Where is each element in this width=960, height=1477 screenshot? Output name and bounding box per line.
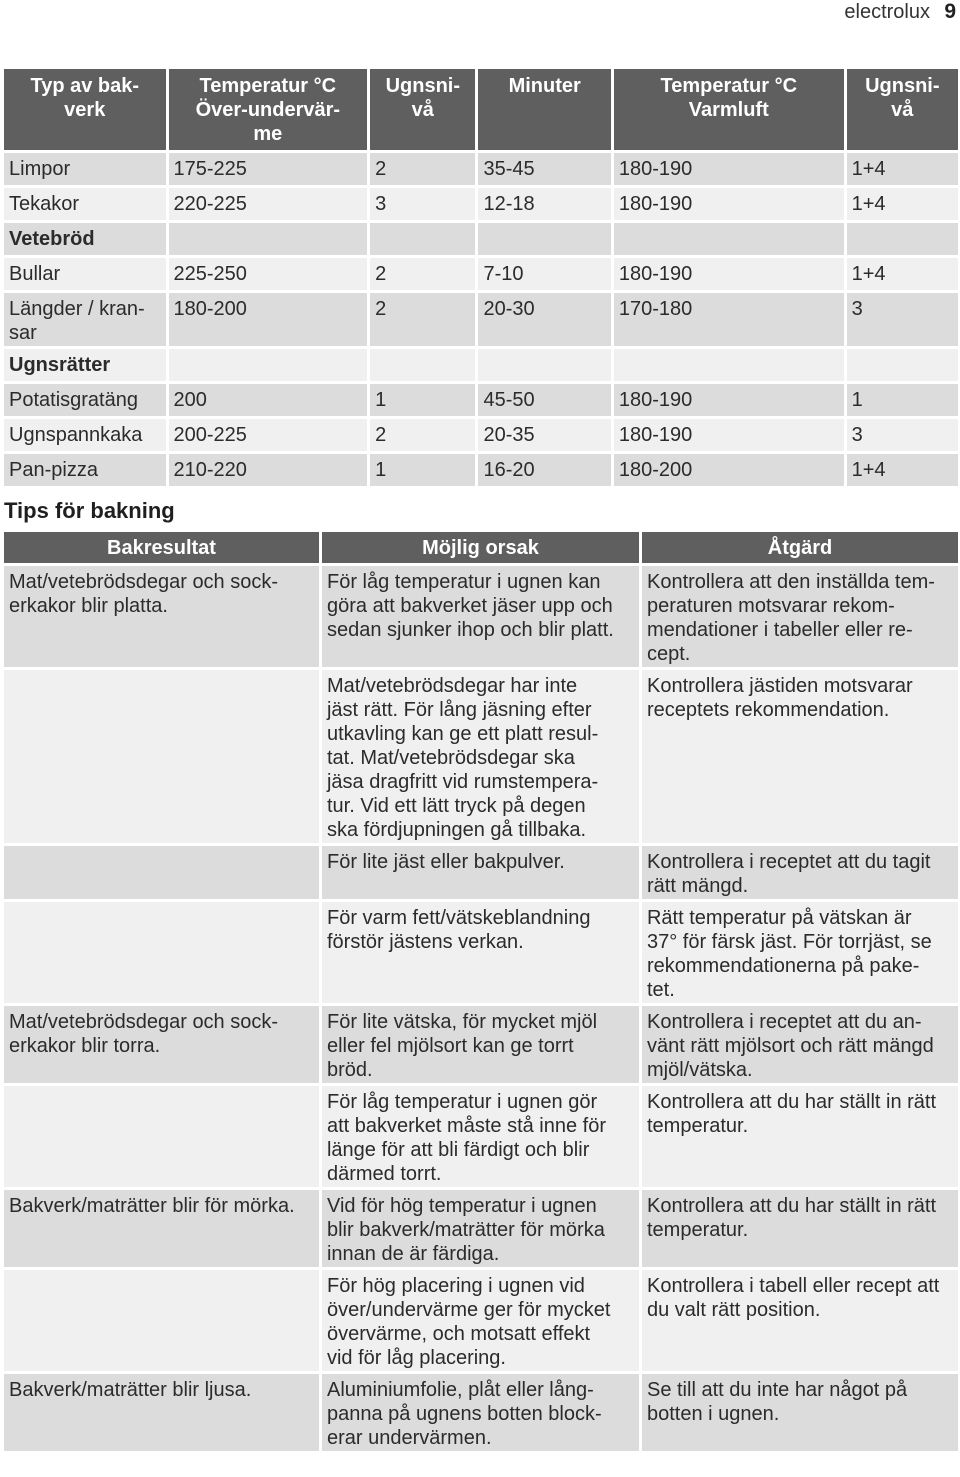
cell-result	[4, 902, 319, 1003]
cell-level-fan	[847, 349, 958, 381]
cell-level-conventional: 2	[370, 419, 475, 451]
cell-cause: För lite vätska, för mycket mjöl eller fel mjölsort kan ge torrt bröd.	[322, 1006, 639, 1083]
section-row	[4, 349, 958, 381]
table-row	[4, 454, 958, 486]
cell-level-conventional	[370, 223, 475, 255]
baking-table-header	[4, 69, 958, 150]
cell-level-fan: 3	[847, 419, 958, 451]
cell-action: Kontrollera att den inställda tem- peraturen motsvarar rekom- mendationer i tabeller eller re- cept.	[642, 566, 958, 667]
cell-level-conventional: 2	[370, 153, 475, 185]
cell-result	[4, 846, 319, 899]
cell-temp-fan: 170-180	[614, 293, 844, 346]
cell-type: Ugnsrätter	[4, 349, 166, 381]
cell-level-fan: 1+4	[847, 153, 958, 185]
cell-result: Bakverk/maträtter blir ljusa.	[4, 1374, 319, 1451]
col-header-level-conventional: Ugnsni- vå	[370, 69, 475, 150]
table-row	[4, 293, 958, 346]
cell-action: Kontrollera jästiden motsvarar receptets rekommendation.	[642, 670, 958, 843]
cell-action: Kontrollera i receptet att du an- vänt rätt mjölsort och rätt mängd mjöl/vätska.	[642, 1006, 958, 1083]
col-header-action: Åtgärd	[642, 532, 958, 563]
cell-type: Potatisgratäng	[4, 384, 166, 416]
cell-minutes: 20-30	[478, 293, 610, 346]
cell-level-conventional: 1	[370, 454, 475, 486]
table-row	[4, 1374, 958, 1451]
col-header-level-fan: Ugnsni- vå	[847, 69, 958, 150]
cell-level-fan: 1+4	[847, 258, 958, 290]
cell-action: Kontrollera i receptet att du tagit rätt mängd.	[642, 846, 958, 899]
cell-minutes: 35-45	[478, 153, 610, 185]
col-header-temp-fan: Temperatur °C Varmluft	[614, 69, 844, 150]
cell-temp-conventional: 200-225	[169, 419, 368, 451]
table-row	[4, 846, 958, 899]
cell-result	[4, 1086, 319, 1187]
cell-temp-fan: 180-190	[614, 419, 844, 451]
table-row	[4, 1190, 958, 1267]
cell-minutes	[478, 349, 610, 381]
table-row	[4, 1006, 958, 1083]
col-header-type: Typ av bak- verk	[4, 69, 166, 150]
cell-action: Kontrollera i tabell eller recept att du valt rätt position.	[642, 1270, 958, 1371]
col-header-result: Bakresultat	[4, 532, 319, 563]
cell-cause: För låg temperatur i ugnen gör att bakverket måste stå inne för länge för att bli färdigt och blir därmed torrt.	[322, 1086, 639, 1187]
table-row	[4, 188, 958, 220]
cell-type: Tekakor	[4, 188, 166, 220]
cell-cause: Vid för hög temperatur i ugnen blir bakverk/maträtter för mörka innan de är färdiga.	[322, 1190, 639, 1267]
cell-temp-fan: 180-200	[614, 454, 844, 486]
brand-name: electrolux	[844, 1, 930, 23]
cell-level-fan: 1+4	[847, 454, 958, 486]
cell-cause: För lite jäst eller bakpulver.	[322, 846, 639, 899]
table-row	[4, 153, 958, 185]
cell-temp-conventional	[169, 349, 368, 381]
cell-minutes	[478, 223, 610, 255]
cell-level-fan: 1+4	[847, 188, 958, 220]
table-row	[4, 419, 958, 451]
col-header-minutes: Minuter	[478, 69, 610, 150]
cell-temp-fan	[614, 223, 844, 255]
cell-result	[4, 670, 319, 843]
table-row	[4, 670, 958, 843]
tips-table-header	[4, 532, 958, 563]
cell-temp-fan: 180-190	[614, 153, 844, 185]
cell-minutes: 45-50	[478, 384, 610, 416]
cell-temp-fan: 180-190	[614, 384, 844, 416]
table-row	[4, 1086, 958, 1187]
col-header-cause: Möjlig orsak	[322, 532, 639, 563]
col-header-temp-conventional: Temperatur °C Över-undervär- me	[169, 69, 368, 150]
cell-cause: För varm fett/vätskeblandning förstör jästens verkan.	[322, 902, 639, 1003]
cell-result	[4, 1270, 319, 1371]
cell-level-conventional: 3	[370, 188, 475, 220]
table-row	[4, 902, 958, 1003]
cell-type: Bullar	[4, 258, 166, 290]
cell-minutes: 16-20	[478, 454, 610, 486]
cell-temp-fan: 180-190	[614, 188, 844, 220]
cell-action: Kontrollera att du har ställt in rätt temperatur.	[642, 1086, 958, 1187]
cell-level-fan: 1	[847, 384, 958, 416]
page-number: 9	[944, 0, 956, 23]
cell-level-fan: 3	[847, 293, 958, 346]
page-header	[0, 0, 960, 30]
cell-temp-fan: 180-190	[614, 258, 844, 290]
cell-cause: Aluminiumfolie, plåt eller lång- panna på ugnens botten block- erar undervärmen.	[322, 1374, 639, 1451]
cell-level-conventional: 2	[370, 293, 475, 346]
cell-level-fan	[847, 223, 958, 255]
cell-level-conventional	[370, 349, 475, 381]
section-row	[4, 223, 958, 255]
cell-result: Mat/vetebrödsdegar och sock- erkakor blir platta.	[4, 566, 319, 667]
cell-action: Se till att du inte har något på botten i ugnen.	[642, 1374, 958, 1451]
cell-level-conventional: 1	[370, 384, 475, 416]
cell-temp-conventional	[169, 223, 368, 255]
cell-result: Bakverk/maträtter blir för mörka.	[4, 1190, 319, 1267]
table-row	[4, 384, 958, 416]
cell-cause: Mat/vetebrödsdegar har inte jäst rätt. För lång jäsning efter utkavling kan ge ett platt resul- tat. Mat/vetebrödsdegar ska jäsa dragfritt vid rumstempera- tur. Vid ett lätt tryck på degen ska fördjupningen gå tillbaka.	[322, 670, 639, 843]
cell-type: Ugnspannkaka	[4, 419, 166, 451]
tips-heading: Tips för bakning	[4, 498, 175, 523]
cell-temp-fan	[614, 349, 844, 381]
cell-level-conventional: 2	[370, 258, 475, 290]
cell-action: Kontrollera att du har ställt in rätt temperatur.	[642, 1190, 958, 1267]
cell-minutes: 7-10	[478, 258, 610, 290]
cell-minutes: 12-18	[478, 188, 610, 220]
cell-cause: För låg temperatur i ugnen kan göra att bakverket jäser upp och sedan sjunker ihop och blir platt.	[322, 566, 639, 667]
table-row	[4, 566, 958, 667]
tips-table	[1, 529, 960, 1454]
cell-type: Vetebröd	[4, 223, 166, 255]
cell-temp-conventional: 225-250	[169, 258, 368, 290]
cell-temp-conventional: 210-220	[169, 454, 368, 486]
cell-minutes: 20-35	[478, 419, 610, 451]
cell-cause: För hög placering i ugnen vid över/undervärme ger för mycket övervärme, och motsatt effekt vid för låg placering.	[322, 1270, 639, 1371]
cell-temp-conventional: 175-225	[169, 153, 368, 185]
table-row	[4, 1270, 958, 1371]
cell-type: Längder / kran- sar	[4, 293, 166, 346]
cell-type: Limpor	[4, 153, 166, 185]
cell-result: Mat/vetebrödsdegar och sock- erkakor blir torra.	[4, 1006, 319, 1083]
cell-temp-conventional: 180-200	[169, 293, 368, 346]
cell-temp-conventional: 220-225	[169, 188, 368, 220]
baking-table	[1, 66, 960, 489]
cell-temp-conventional: 200	[169, 384, 368, 416]
table-row	[4, 258, 958, 290]
cell-action: Rätt temperatur på vätskan är 37° för färsk jäst. För torrjäst, se rekommendationerna på pake- tet.	[642, 902, 958, 1003]
cell-type: Pan-pizza	[4, 454, 166, 486]
